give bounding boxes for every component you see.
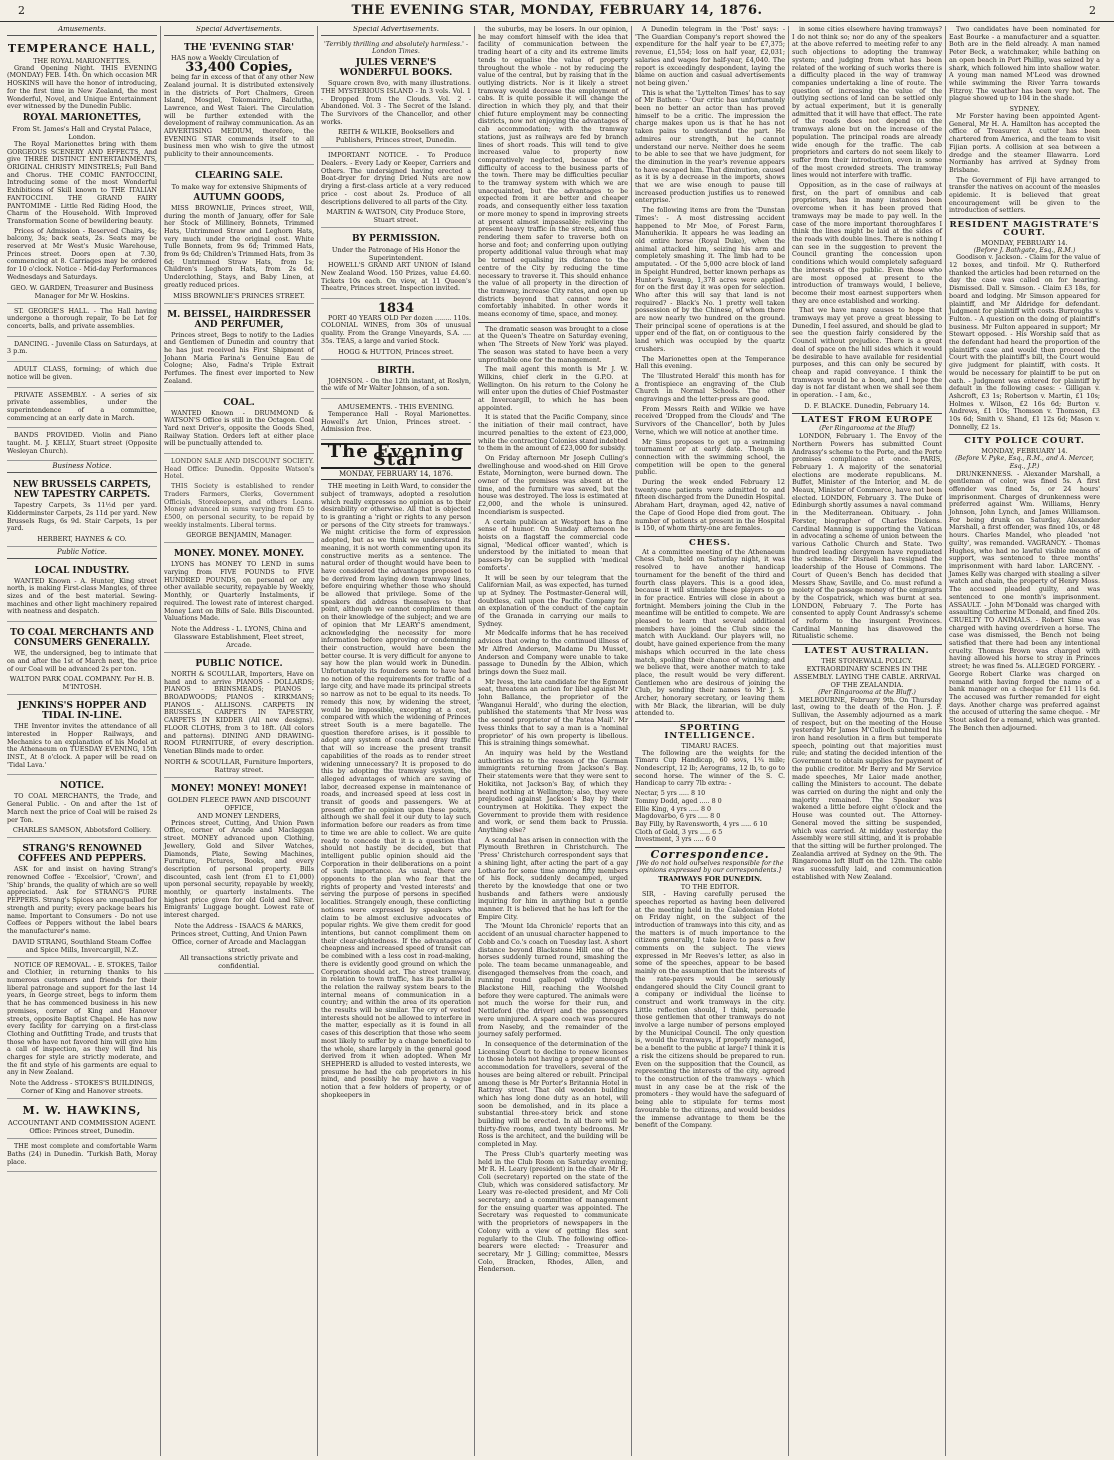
listing-text: Temperance Hall - Royal Marionettes. Howell's Art Union, Princes street. - Admission free.: [321, 409, 471, 434]
ad-local-industry: [7, 562, 157, 623]
ad-adult-class: [7, 364, 157, 387]
ad-text: PORT 40 YEARS OLD Per dozen ........ 110s. COLONIAL WINES, from 30s of unusual quality. From the Grange Vineyards, S.A. .... 35s. TEAS, a large and varied Stock.: [321, 313, 471, 345]
weights-row: Nectar, 5 yrs ..... 8 10: [635, 789, 706, 798]
letter-continuation: That we have many causes to hope that tramways may yet prove a great blessing to Dunedin, I feel assured, and should be glad to see the question fairly considered by the Council without prejudice. There is a great deal of space on the hill sides which it would be desirable to have available for residential purposes, and this can only be secured by cheap and rapid conveyance. I think the tramways would be a boon, and I hope the day is not far distant when we shall see them in operation. - I am, &c.,: [792, 306, 942, 400]
ad-heading: M. W. HAWKINS,: [22, 1104, 142, 1118]
ad-stokes-removal: [7, 960, 157, 1100]
ad-port-wine: [321, 301, 471, 360]
ad-text: HAS now a Weekly Circulation of: [171, 53, 279, 62]
news-paragraph: This is what the 'Lyttelton Times' has to say of Mr Bathen: - 'Our critic has unfortunately been no better an actor than has proved himself to be a critic. The impression the charge makes upon us is that he has not taken pains to understand the part. He admires our strength, but he cannot understand our nerve. Neither does he seem to be able to see that we have judgment, for the diminution in the year's revenue appears to have escaped him. That diminution, caused as it is by a decrease in the imports, shows that we are wise enough to pause till increased production justifies us to renewed enterprise.': [635, 88, 785, 205]
news-paragraph: During the week ended February 12 twenty-one patients were admitted to and fifteen discharged from the Dunedin Hospital. Abraham Hart, drayman, aged 42, native of the Cape of Good Hope died from gout. The number of patients at present in the Hospital is 150, of whom thirty-one are females.: [635, 478, 785, 533]
letter-text: SIR, - Having carefully perused the speeches reported as having been delivered at the meeting held in the Caledonian Hotel on Friday night, on the subject of the introduction of tramways into this city, and as the matters is of much importance to the citizens generally, I take leave to pass a few comments on the subject. The views expressed in Mr Reeves's letter, as also in some of the speeches, appear to be based mainly on the assumption that the interests of the rate-payers would be seriously endangered should the City Council grant to a company or individual the license to construct and work tramways in the city. Little reflection should, I think, persuade those gentlemen that other tramways do not involve a large number of persons employed by the Municipal Council. The only question is, would the tramways, if properly managed, be a benefit to the public at large? I think it is a risk the citizens should be prepared to run. Even on the supposition that the Council, as representing the interests of the city, agreed to the construction of the tramways - which must in any case be at the risk of the promoters - they would have the safeguard of being able to stipulate for terms most favourable to the citizens, and would besides the immense advantage to them be the benefit of the Company.: [635, 890, 785, 1130]
ad-signature: MARTIN & WATSON, City Produce Store, Stuart street.: [326, 208, 466, 225]
newspaper-columns: [4, 26, 1110, 1456]
news-paragraph: The mail agent this month is Mr J. W. Wilkins, chief clerk in the G.P.O. at Wellington. On his return to the Colony he will enter upon the duties of Chief Postmaster at Invercargill, to which he has been appointed.: [478, 365, 628, 412]
ad-carpets: [7, 476, 157, 547]
ad-private-assembly: [7, 390, 157, 429]
ad-heading: NOTICE.: [59, 781, 105, 792]
ad-heading: MONEY! MONEY! MONEY!: [170, 783, 308, 794]
masthead: [0, 0, 1114, 22]
ad-text: WANTED Known - A. Hunter, King street north, is making First-class Mangles, of three sizes and of the best material. Sewing-machines and other light machinery repaired with neatness and despatch.: [7, 576, 157, 616]
ad-produce-dealers: [321, 150, 471, 228]
ad-subheading: ACCOUNTANT AND COMMISSION AGENT.: [7, 1119, 157, 1128]
news-paragraph: It will be seen by our telegram that the Californian Mail, as was expected, has turned up at Sydney. The Postmaster-General will, doubtless, call upon the Pacific Company for an explanation of the conduct of the captain of the Granada in carrying our mails to Sydney.: [478, 573, 628, 628]
ad-text: The Royal Marionettes bring with them GORGEOUS SCENERY AND EFFECTS, And give THREE DISTINCT ENTERTAINMENTS, ORIGINAL CHRISTY MINSTRELS; Full Band and Chorus. THE COMIC FANTOCCINI, Introducing some of the most Wonderful Exhibitions of Skill known to THE ITALIAN FANTOCCINI. THE GRAND FAIRY PANTOMIME - Little Red Riding Hood, the Charm of the Household. With Improved Transformation Scene of bewildering beauty.: [7, 139, 157, 225]
section-header-amusements: Amusements.: [7, 26, 157, 36]
news-paragraph: It is stated that the Pacific Company, since the initiation of their mail contract, have incurred penalties to the extent of £23,000, while the contracting Colonies stand indebted to them in the amount of £23,000 for subsidy.: [478, 413, 628, 453]
divider: [792, 644, 942, 645]
ad-signature: HERBERT, HAYNES & CO.: [37, 534, 127, 543]
newspaper-nameplate: The Evening Star: [321, 443, 471, 468]
ad-text: LYONS has MONEY TO LEND in sums varying from FIVE POUNDS to FIVE HUNDRED POUNDS, on personal or any other available security, repayable by Weekly, Monthly, or Quarterly Instalments, if required. The lowest rate of interest charged. Money Lent on Bills of Sale. Bills Discounted. Valuations Made.: [164, 560, 314, 623]
ad-north-scoullar: [164, 655, 314, 778]
ad-evening-star-circulation: [164, 39, 314, 165]
ad-text: PRIVATE ASSEMBLY. - A series of six private assemblies, under the superintendence of a committee, commencing at an early date in March.: [7, 390, 157, 422]
news-paragraph: The 'Mount Ida Chronicle' reports that an accident of an unusual character happened to Cobb and Co.'s coach on Tuesday last. A short distance beyond Blackstone Hill one of the horses suddenly turned round, smashing the pole. The team became unmanageable, and disengaged themselves from the coach, and running round galloped wildly through Blackstone Hill, reaching the Woolshed before they were captured. The animals were not much the worse for their run, and Nettleford (the driver) and the passengers were uninjured. A spare coach was procured from Naseby, and the remainder of the journey safely performed.: [478, 922, 628, 1039]
police-court-heading: CITY POLICE COURT.: [964, 436, 1085, 447]
news-paragraph: A scandal has arisen in connection with the Plymouth Brethren in Christchurch. The 'Press' Christchurch correspondent says that a shining light, after acting the part of a gay Lothario for some time among fifty members of his flock, suddenly decamped, urged thereto by the knowledge that one or two husbands and fathers were anxiously inquiring for him in anything but a gentle manner. It is believed that he has left for the Empire City.: [478, 835, 628, 921]
divider: [949, 434, 1100, 435]
australian-heading: LATEST AUSTRALIAN.: [804, 646, 930, 657]
ad-dancing: [7, 339, 157, 362]
ad-heading: NEW BRUSSELS CARPETS, NEW TAPESTRY CARPETS.: [12, 480, 152, 501]
rm-court-bench: (Before J. Bathgate, Esq., R.M.): [973, 245, 1076, 254]
ad-text: THIS Society is established to render Traders Farmers, Clerks, Government Officials, Storekeepers, and others Loans. Money advanced in sums varying from £5 to £500, on personal security, to be repaid by weekly instalments. Liberal terms.: [164, 482, 314, 529]
notice-text: JOHNSON. - On the 12th instant, at Roslyn, the wife of Mr Walter Johnson, of a son.: [321, 376, 471, 393]
news-paragraph: Two candidates have been nominated for East Bourke - a manufacturer and a squatter. Both are in the field already. A man named Peter Beck, a watchmaker, while bathing on an open beach in Port Phillip, was seized by a shark, which followed him into shallow water. A young man named M'Leod was drowned while swimming the River Yarra towards Fitzroy. The weather has been very hot. The plague showed up to 104 in the shade.: [949, 26, 1100, 103]
weights-row: Investment, 3 yrs ..... 6 0: [635, 835, 716, 844]
news-paragraph: The 'Illustrated Herald' this month has for a frontispiece an engraving of the Club Church in Normal Schools. The other engravings and the letter-press are good.: [635, 371, 785, 404]
ad-heading: THE 'EVENING STAR': [183, 42, 295, 53]
divider: [478, 322, 628, 323]
europe-subheading: (Per Ringarooma at the Bluff): [819, 424, 915, 433]
ad-bands: [7, 430, 157, 461]
letter-signature: D. F. BLACKE. Dunedin, February 14.: [804, 401, 930, 410]
news-paragraph: The dramatic season was brought to a close at the Queen's Theatre on Saturday evening, when 'The Streets of New York' was played. The season was stated to have been a very unprofitable one for the management.: [478, 324, 628, 364]
column-1: [4, 26, 161, 1456]
ad-text: Princes street, Begs to notify to the Ladies and Gentlemen of Dunedin and country that he has just received his First Shipment of Johann Maria Farina's Genuine Eau de Cologne; Also, Fadna's Triple Extrait Perfumes. The finest ever imported to New Zealand.: [164, 330, 314, 385]
ad-coal: [164, 394, 314, 455]
correspondence-note: [We do not hold ourselves responsible for the opinions expressed by our correspondents.]: [636, 858, 784, 875]
news-paragraph: A certain publican at Westport has a fine sense of humor. On Sunday afternoon he hoists on a flagstaff the commercial code signal, 'Medical officer wanted', which is understood by the initiated to mean that passers-by can be supplied with 'medical comforts'.: [478, 517, 628, 572]
ad-subheading: THE ROYAL MARIONETTES.: [33, 56, 131, 65]
ad-text: ADULT CLASS, forming; of which due notice will be given.: [7, 365, 157, 381]
ad-text: TO COAL MERCHANTS, the Trade, and General Public. - On and after the 1st of March next the price of Coal will be raised 2s per Ton.: [7, 792, 157, 824]
divider: [635, 721, 785, 722]
sporting-subheading: TIMARU RACES.: [681, 741, 739, 750]
ad-lyons-money: [164, 545, 314, 653]
weights-row: Magdovarbo, 6 yrs ..... 8 0: [635, 812, 721, 821]
ad-notice-coal: [7, 777, 157, 838]
column-2: [161, 26, 318, 1456]
ad-signature: WALTON PARK COAL COMPANY. Per H. B. M'INTOSH.: [9, 675, 155, 692]
ad-heading: JULES VERNE'S WONDERFUL BOOKS.: [339, 58, 453, 79]
masthead-title: THE EVENING STAR, MONDAY, FEBRUARY 14, 1876.: [351, 3, 763, 18]
news-paragraph: On Friday afternoon Mr Joseph Culling's dwellinghouse and wood-shed on Hill Grove Estate, Mornington, were burned down. The owner of the premises was absent at the time, and the furniture was saved, but the house was destroyed. The loss is estimated at £2,000, and the whole is uninsured. Incendiarism is suspected.: [478, 453, 628, 516]
news-paragraph: Mr Forster having been appointed Agent-General, Mr H. A. Hamilton has accepted the office of Treasurer. A cutter has been chartered from America, and the team to visit Fijian ports. A collision at sea between a dredge and the steamer Illawarra. Lord Normanby has arrived at Sydney from Brisbane.: [949, 112, 1100, 174]
ad-text: DANCING. - Juvenile Class on Saturdays, at 3 p.m.: [7, 339, 157, 356]
ad-signature: DAVID STRANG, Southland Steam Coffee and Spice Mills, Invercargill, N.Z.: [12, 937, 152, 954]
dateline: MONDAY, FEBRUARY 14, 1876.: [321, 471, 471, 481]
correspondence-heading: Correspondence.: [650, 848, 770, 862]
rm-court-report: Goodison v. Jackson. - Claim for the value of 12 boxes, and tinfoil. Mr Q. Rutherford thanked the articles had been returned on the day the case was called on for hearing. Dismissed. Dall v. Simson. - Claim £3 18s, for board and lodging. Mr Simson appeared for plaintiff, and Mr Aldridge for defendant. Judgment for plaintiff with costs. Burroughs v. Fulton. - A question on the doing of plaintiff's business. Mr Fulton appeared in support; Mr Stewart opposed. - His Worship said that as the defendant had heard the proportion of the plaintiff's case and would then proceed the Court with the plaintiff's bill, the Court would give judgment for plaintiff, with costs. It would be necessary for plaintiff to be put on oath. - Judgment was entered for plaintiff by default in the following cases: - Gilligan v. Ashcroft, £3 1s; Robertson v. Martin, £1 10s; Holmes v. Wilson, £2 16s 6d; Burton v. Andrews, £1 10s; Thomson v. Thomson, £3 10s 6d; Smith v. Shand, £1 12s 6d; Mason v. Donnelly, £2 1s.: [949, 253, 1100, 431]
ad-signature: CHARLES SAMSON, Abbotsford Colliery.: [12, 826, 152, 835]
ad-heading: ROYAL MARIONETTES,: [22, 112, 142, 123]
ad-heading: MONEY. MONEY. MONEY.: [173, 549, 305, 560]
ad-text: THE most complete and comfortable Warm Baths (24) in Dunedin. 'Turkish Bath, Moray place.: [7, 1142, 157, 1166]
ad-year: 1834: [377, 301, 415, 317]
ad-footer: All transactions strictly private and confidential.: [179, 953, 299, 970]
sporting-text: The following are the weights for the Timaru Cup Handicap, 60 sovs, 1¾ mile; Nondescript, 12 lb; Aerograms, 12 lb, to go to second horse. The winner of the S. C. Handicap to carry 7lb extra: -: [635, 748, 785, 788]
news-paragraph: Mr Medcalfe informs that he has received advices that owing to the continued illness of Mr Alfred Anderson, Madame Du Musset, Anderson and Company were unable to take passage to Dunedin by the Albion, which brings down the Suez mail.: [478, 629, 628, 676]
news-paragraph: The Government of Fiji have arranged to transfer the natives on account of the measles epidemic. It is believed that great encouragement will be given to the introduction of settlers.: [949, 175, 1100, 215]
ad-signature: GEORGE BENJAMIN, Manager.: [186, 531, 292, 540]
europe-heading: LATEST FROM EUROPE: [800, 414, 934, 425]
letter-continuation: in some cities elsewhere having tramways? I do not think so; nor do any of the speakers at the above referred to meeting refer to any such objections to adopting the tramway system; and judging from what has been related of the working of such works there is a difficulty placed in the way of tramway companies undertaking a line of route. The question of increasing the value of the outlying sections of land can be settled only by actual experiment, but it is generally admitted that it will have that effect. The rate of the roads does not depend on the tramways alone but on the increase of the population. The principal roads are already wide enough for the traffic. The cab proprietors and carters do not seem likely to suffer from their introduction, even in some of the most crowded streets. The tramway lines would not interfere with traffic.: [792, 26, 942, 180]
ad-signature: NORTH & SCOULLAR, Furniture Importers, Rattray street.: [164, 757, 314, 774]
ad-text: Tapestry Carpets, 3s 11½d per yard. Kidderminster Carpets, 2s 11d per yard. New Brussels Rugs, 6s 9d. Stair Carpets, 1s per yard.: [7, 501, 157, 533]
ad-text: Princes street, Cutting, And Union Pawn Office, corner of Arcade and Maclaggan street. MONEY advanced upon Clothing, Jewellery, Gold and Silver Watches, Diamonds, Plate, Sewing Machines, Furniture, Pictures, Books, and every description of personal property. Bills discounted, cash lent (from £1 to £1,000) upon personal security, repayable by weekly, monthly, or quarterly instalments. The highest price given for old Gold and Silver. Emigrants' Luggage bought. Lowest rate of interest charged.: [164, 818, 314, 920]
ad-text: NORTH & SCOULLAR, Importers, Have on hand and to arrive PIANOS - DOLLARDS; PIANOS - BRINSMEADS; PIANOS - BROADWOODS; PIANOS - KIRKMANS; PIANOS - ALLISONS. CARPETS IN BRUSSELS, CARPETS IN TAPESTRY, CARPETS IN KIDDER (All new designs). FLOOR CLOTHS, from 3 to 18ft. (All colors and patterns). DINING AND DRAWING-ROOM FURNITURE, of every description. Venetian Blinds made to order.: [164, 669, 314, 755]
section-header-special: Special Advertisements.: [164, 26, 314, 36]
weights-row: Tommy Dodd, aged ..... 8 0: [635, 796, 722, 805]
listing-heading: AMUSEMENTS. - THIS EVENING.: [338, 402, 454, 411]
ad-text: WE, the undersigned, beg to intimate that on and after the 1st of March next, the price of our Coal will be advanced 2s per ton.: [7, 649, 157, 673]
ad-heading: AUTUMN GOODS,: [193, 192, 285, 203]
rm-court-date: MONDAY, FEBRUARY 14.: [981, 238, 1068, 247]
ad-text: Grand Opening Night. THIS EVENING (MONDAY) FEB. 14th. On which occasion MR HOSKINS will have the honor of introducing, for the first time in New Zealand, the most Wonderful, Novel, and Unique Entertainment ever witnessed by the Dunedin Public.: [7, 63, 157, 111]
ad-text: LONDON SALE AND DISCOUNT SOCIETY. Head Office: Dunedin. Opposite Watson's Hotel.: [164, 457, 314, 481]
ad-quote: 'Terribly thrilling and absolutely harmless.' - London Times.: [323, 39, 469, 56]
news-paragraph: Mr Ivess, the late candidate for the Egmont seat, threatens an action for libel against Mr John Ballance, the proprietor of the 'Wanganui Herald', who during the election, published the statements 'that Mr Ivess was the second proprietor of the Patea Mail'. Mr Ivess thinks that to say a man is a 'nominal proprietor' of his own property is libellous. This is straining things somewhat.: [478, 677, 628, 748]
ad-heading: STRANG'S RENOWNED COFFEES AND PEPPERS.: [17, 844, 147, 865]
ad-signature: Note the Address - L. LYONS, China and Glassware Establishment, Fleet street, Arcade.: [171, 624, 307, 649]
ad-signature: GEO. W. GARDEN, Treasurer and Business Manager for Mr W. Hoskins.: [10, 283, 154, 300]
notice-birth: [321, 362, 471, 399]
ad-text: ASK for and insist on having Strang's renowned Coffee - 'Excelsior', 'Crown', and 'Ship' brands, the quality of which are so well appreciated. Ask for STRANG'S PURE PEPPERS. Strang's Spices are unequalled for strength and purity; every package bears his name. Important to Consumers - Do not use Coffees or Peppers without the label bears the manufacturer's name.: [7, 865, 157, 935]
ad-st-georges-hall: [7, 306, 157, 337]
ad-subheading: To make way for extensive Shipments of: [171, 182, 307, 191]
ad-address: Office: Princes street, Dunedin.: [29, 1127, 135, 1136]
section-header-special: Special Advertisements.: [321, 26, 471, 36]
ad-signature: Note the Address - ISAACS & MARKS, Princes street, Cutting, And Union Pawn Office, corner of Arcade and Maclaggan street.: [171, 921, 307, 954]
ad-heading: TO COAL MERCHANTS AND CONSUMERS GENERALLY.: [10, 628, 154, 649]
column-4: [475, 26, 632, 1456]
divider: [949, 218, 1100, 219]
ad-signature: Note the Address - STOKES'S BUILDINGS, Corner of King and Hanover streets.: [9, 1079, 155, 1096]
chess-article: At a committee meeting of the Athenaeum Chess Club, held on Saturday night, it was resolved to have another handicap tournament for the benefit of the third and fourth class players. This is a good idea, because it will stimulate these players to go in for practice. Entries will close in about a fortnight. Members joining the Club in the meantime will be entitled to compete. We are pleased to learn that several additional members have joined the Club since the match with Auckland. Our players will, no doubt, have gained experience from the many mishaps which occurred in the late chess match, spoiling their chance of winning; and we believe that, were another match to take place, the result would be very different. Gentlemen who are desirous of joining the Club, by sending their names to Mr J. S. Archer, honorary secretary, or leaving them with Mr Black, the librarian, will be duly attended to.: [635, 547, 785, 718]
news-paragraph: In consequence of the determination of the Licensing Court to decline to renew licenses to those hotels not having a proper amount of accommodation for travellers, several of the houses are being altered or rebuilt. Principal among these is Mr Porter's Britannia Hotel in Rattray street. That old wooden building which has long done duty as an hotel, will soon be demolished, and in its place a substantial three-story brick and stone building will be erected. In all there will be thirty-five rooms, and twenty bedrooms. Mr Ross is the architect, and the building will be completed in May.: [478, 1040, 628, 1149]
ad-text: MISS BROWNLIE, Princes street, Will, during the month of January, offer for Sale her Stock of Millinery, Bonnets, Trimmed Hats, Untrimmed Straw and Leghorn Hats, very much under the original cost. White Tulle Bonnets, from 9s 6d; Trimmed Hats, from 9s 6d; Children's Trimmed Hats, from 3s 6d; Untrimmed Straw Hats, from 1s; Children's Leghorn Hats, from 2s 6d. Underclothing, Stays, and Baby Linen, at greatly reduced prices.: [164, 203, 314, 289]
ad-subheading: GOLDEN FLEECE PAWN AND DISCOUNT OFFICE,: [167, 795, 311, 812]
ad-loan-society: [164, 456, 314, 543]
australian-news: MELBOURNE, February 9th. On Thursday last, owing to the death of the Hon. J. F. Sullivan, the Assembly adjourned as a mark of respect, but on the meeting of the House yesterday Mr James M'Culloch submitted his iron hand resolution in a firm but temperate speech, pointing out that majorities must rule; and stating the decided intention of the Government to obtain supplies for payment of the public creditor. Mr Berry and Mr Service made speeches, Mr Laior made another, calling the Ministers to account. The debate was carried on during the night and only the majority remained. The Speaker was wakened a little before eight o'clock and the House was counted out. The Attorney-General moved the sitting be suspended, which was carried. At midday yesterday the Assembly were still sitting, and it is probable that the sitting will be further prolonged. The Zealandia arrived at Sydney on the 9th. The Ringarooma left Bluff on the 12th. The cable was successfully laid, and communication established with New Zealand.: [792, 695, 942, 881]
ad-text: NOTICE OF REMOVAL. - E. STOKES, Tailor and Clothier, in returning thanks to his numerous customers and friends for their liberal patronage and support for the last 14 years, in George street, begs to inform them that he has commenced business in his new premises, corner of King and Hanover streets, opposite Baptist Chapel. He has now every facility for carrying on a first-class Clothing and Outfitting Trade, and trusts that those who have not favored him will give him a call of inspection, as they will find his charges for style are strictly moderate, and the fit and style of his garments are equal to any in New Zealand.: [7, 960, 157, 1077]
column-6: [789, 26, 946, 1456]
europe-news: LONDON, February 1. The Envoy of the Northern Powers has submitted Count Andrassy's scheme to the Porte, and the Porte promises compliance at once. PARIS, February 1. A majority of the senatorial elections are moderate republicans. M. Buffet, Minister of the Interior, and M. de Meaux, Minister of Commerce, have not been elected. LONDON, February 3. The Duke of Edinburgh shortly assumes a naval command in the Mediterranean. Obituary. - John Forster, biographer of Charles Dickens. Cardinal Manning is supporting the Vatican in advocating a scheme of union between the various Catholic Church and State. Two hundred leading clergymen have repudiated the scheme. Mr Disraeli has resigned the leadership of the House of Commons. The Court of Queen's Bench has decided that Messrs Shaw, Saville, and Co. must refund a moiety of the passage money of the emigrants by the Cospatrick, which was burnt at sea. LONDON, February 7. The Porte has consented to apply Count Andrassy's scheme of reform to the insurgent Provinces. Cardinal Manning has disavowed the Ritualistic scheme.: [792, 432, 942, 641]
news-paragraph: From Messrs Reith and Wilkie we have received 'Dropped from the Clouds' and 'The Survivors of the Chancellor', both by Jules Verne, which we will notice at another time.: [635, 404, 785, 436]
ad-heading: LOCAL INDUSTRY.: [34, 565, 130, 576]
ad-golden-fleece: [164, 780, 314, 974]
ad-text: BANDS PROVIDED. Violin and Piano taught. M. J. KELLY, Stuart street (Opposite Wesleyan Church).: [7, 431, 157, 455]
page-number-left: 2: [18, 4, 25, 17]
ad-signature: MISS BROWNLIE'S PRINCES STREET.: [173, 291, 305, 300]
ad-text: IMPORTANT NOTICE. - To Produce Dealers. - Every Lady or Keeper, Carriers and Others. The undersigned having erected a Boat-dryer for drying Dried Nuts are now drying a first-class article at a very reduced price - cost about 2s. Produce of all descriptions delivered to all parts of the City.: [321, 151, 471, 206]
ad-subheading: AND MONEY LENDERS,: [197, 811, 281, 820]
weights-row: Cloth of Gold, 3 yrs ..... 6 5: [635, 827, 723, 836]
australian-note: (Per Ringarooma at the Bluff.): [818, 687, 916, 696]
ad-text: being far in excess of that of any other New Zealand journal. It is distributed extensively in the districts of Port Chalmers, Green Island, Mosgiel, Tokomairiro, Balclutha, Lawrence, and West Taieri. The Circulation will be further extended with the development of railway communication. As an ADVERTISING MEDIUM, therefore, the EVENING STAR commends itself to all business men who wish to give the utmost publicity to their announcements.: [164, 73, 314, 159]
ad-heading: CLEARING SALE.: [195, 170, 283, 181]
ad-heading: BY PERMISSION.: [352, 234, 440, 245]
sporting-heading: SPORTING INTELLIGENCE.: [664, 723, 756, 741]
rm-court-heading: RESIDENT MAGISTRATE'S COURT.: [949, 220, 1100, 238]
column-7: [946, 26, 1103, 1456]
ad-text: THE Inventor invites the attendance of all interested in Hopper Railways, and Mechanics to an explanation of his Model at the Athenaeum on TUESDAY EVENING, 15th INST., At 8 o'clock. A paper will be read on 'Tidal Lava.': [7, 722, 157, 769]
column-5: [632, 26, 789, 1456]
notice-heading: BIRTH.: [377, 365, 415, 376]
article-continuation: the suburbs, may be losers. In our opinion, he may comfort himself with the idea that facility of communication between the trading heart of a city and its extreme limits tends to equalise the value of property throughout the whole - not by reducing the value of the central, but by raising that in the outlying districts. Nor is it likely a street tramway would decrease the employment of cabs. It is quite possible it will change the direction in which they ply, and that their chief future employment may be connecting districts, now not enjoying the advantages of cab accommodation; with the tramway stations, just as railways are fed by branch lines of short roads. This will tend to give increased value to property now comparatively neglected, because of the difficulty of access to the business parts of the town. There may be difficulties peculiar to the tramway system with which we are unacquainted, but the advantages to be expected from it are better and cheaper roads, and consequently either less taxation or more money to spend in improving streets at present almost impassable; relieving the present heavy traffic in the streets, and thus rendering them safer to traverse both on horse and foot; and conferring upon outlying property additional value through what may be termed equalising its distance to the centre of the City by reducing the time necessary to traverse it. This should enhance the value of all property in the direction of the tramway, increase City rates, and open up districts beyond that cannot now be comfortably inhabited. In other words it means economy of time, space, and money.: [478, 26, 628, 319]
chess-heading: CHESS.: [688, 538, 732, 548]
ad-art-union: [321, 230, 471, 299]
weights-row: Bay Filly, by Ravensworth, 4 yrs ..... 6 10: [635, 819, 768, 828]
news-paragraph: The Press Club's quarterly meeting was held in the Club Room on Saturday evening; Mr R. H. Leary (president) in the chair. Mr H. Coli (secretary) reported on the state of the Club, which was considered satisfactory. Mr Leary was re-elected president, and Mr Coli secretary; and a committee of management for the ensuing quarter was appointed. The Secretary was requested to communicate with the proprietors of newspapers in the Colony with a view of getting files sent regularly to the Club. The following office-bearers were elected: - Treasurer and secretary, Mr J. Gilling; committee, Messrs Colo, Bracken, Rhodes, Allen, and Henderson.: [478, 1149, 628, 1274]
divider: [792, 413, 942, 414]
ad-hawkins: [7, 1101, 157, 1139]
ad-jenkins-hopper: [7, 697, 157, 775]
ad-heading: COAL.: [223, 397, 255, 408]
police-court-date: MONDAY, FEBRUARY 14.: [981, 447, 1068, 456]
police-court-bench: (Before V. Pyke, Esq., R.M., and A. Mercer, Esq., J.P.): [955, 454, 1094, 470]
section-header-business: Business Notice.: [7, 463, 157, 473]
letter-continuation: Opposition, as in the case of railways at first, on the part of omnibus and cab proprietors, has in many instances been overcome when it has been proved that tramways may be made to pay well. In the case of the more important thoroughfares I think the lines might be laid at the sides of the roads with double lines. There is nothing I can see in the suggestion to prevent the Council granting the concession upon conditions which would completely safeguard the interests of the public. Even those who are most opposed at present to the introduction of tramways would, I believe, become their most earnest supporters when they are once established and working.: [792, 181, 943, 305]
letter-addressee: TO THE EDITOR.: [680, 883, 740, 892]
ad-text: HOWELL'S GRAND ART UNION of Island New Zealand Wood. 150 Prizes, value £4.60. Tickets 10s each. On view, at 11 Queen's Theatre, Princes street. Inspection invited.: [321, 261, 471, 293]
ad-jules-verne: [321, 39, 471, 149]
amusements-listing: [321, 401, 471, 440]
ad-signature: HOGG & HUTTON, Princes street.: [338, 347, 454, 356]
letter-title: TRAMWAYS FOR DUNEDIN.: [658, 875, 762, 884]
ad-temperance-hall: [7, 39, 157, 304]
news-paragraph: The following items are from the 'Dunstan Times': - A most distressing accident happened to Mr Moe, of Forest Farm, Manuherikia. It appears he was leading an old entire horse (Royal Duke), when the animal attacked him, seizing his arm and completely smashing it. The limb had to be amputated. - Of the 5,000 acre block of land in Speight Hundred, better known perhaps as Hunter's Swamp, 1,378 acres were applied for on the first day it was open for selection. Who after this will say that land is not required? - Black's No. 1 pretty well taken possession of by the Chinese, of whom there are now nearly two hundred on the ground. Their principal scene of operations is at the upper end of the flat, on or contiguous to the land which was occupied by the quartz crushers.: [635, 206, 785, 353]
ad-heading: M. BEISSEL, HAIRDRESSER AND PERFUMER,: [167, 309, 311, 330]
column-3: [318, 26, 475, 1456]
news-paragraph: Mr Sims proposes to get up a swimming tournament or at early date. Though in connection with the swimming school, the competition will be open to the general public.: [635, 437, 785, 477]
ad-signature: REITH & WILKIE, Booksellers and Publishers, Princes street, Dunedin.: [335, 128, 457, 145]
dateline-sydney: SYDNEY.: [1009, 105, 1040, 114]
news-paragraph: The Marionettes open at the Temperance Hall this evening.: [635, 354, 785, 371]
ad-subheading: From St. James's Hall and Crystal Palace, London.: [12, 124, 152, 141]
ad-heading: TEMPERANCE HALL,: [7, 41, 157, 55]
leading-article: THE meeting in Leith Ward, to consider the subject of tramways, adopted a resolution which really expresses no opinion as to their desirability or otherwise. All that is objected to is granting a 'right or rights to any person or persons of the City streets for tramways.' We might criticise the form of expression adopted, but as we think we understand its meaning, it is not worth commenting upon its constructive merits as a sentence. The natural order of thought would have been to have considered the advantages proposed to be derived from laying down tramway lines, before enquiring whether those who should be allowed that privilege. Some of the speakers did address themselves to that point, although we cannot compliment them on their knowledge of the subject; and we are of opinion that Mr LEARY'S amendment, acknowledging the necessity for more information before approving or condemning their construction, would have been the better course. It is very difficult for anyone to say how the plan would work in Dunedin. Unfortunately its founders seem to have had no notion of the requirements for traffic of a large city, and have made its principal streets so narrow as not to be equal to its needs. To remedy this now, by widening the street, would be impossible, excepting at a cost, compared with which the widening of Princes street South is a mere bagatelle. The question therefore arises, is it possible to adopt any system of coach and dray traffic that will so increase the present transit capabilities of the roads as to render street widening unnecessary? It is proposed to do this by adopting the tramway system, the alleged advantages of which are saving of labor, decreased expense in maintenance of roads, and increased speed at less cost in transit of goods and passengers. We at present offer no opinion upon these points, although we shall feel it our duty to lay such information before our readers as from time to time we are able to collect. We are quite ready to concede that it is a question that should not hastily be decided, but that intelligent public opinion should aid the Corporation in their deliberations on a point of such importance. As usual, there are opponents to the plan who fear that the rights of property and 'vested interests' and serving the purpose of persons in specified localities. Strangely enough, these conflicting notions were expressed by speakers who claim to be almost exclusive advocates of popular rights. We give them credit for good intentions, but cannot compliment them on their clear-sightedness. If the advantages of cheapness and increased speed of transit can be combined with a less cost in road-making, there is evidently good ground on which the Corporation should act. The street tramway, in relation to town traffic, has its parallel in the relation the railway system bears to the internal means of communication in a country; and within the area of its operation the results will be similar. The cry of vested interests should not be allowed to interfere in the matter, especially as it is found in all cases of this description that those who seem most likely to suffer by a change beneficial to the whole, share largely in the general good derived from it when adopted. When Mr SHEPHERD is alluded to vested interests, we presume he had the cab proprietors in his mind, and possibly he may have a vague notion that a few holders of property, or of shopkeepers in: [321, 482, 471, 1099]
weights-row: Ellie King, 4 yrs ..... 8 0: [635, 804, 712, 813]
police-court-report: DRUNKENNESS. - Alexander Marshall, a gentleman of color, was fined 5s. A first offender was fined 5s, or 24 hours' imprisonment. Charges of drunkenness were preferred against Wm. Williams, Henry Johnson, John Lynch, and James Williamson. For being drunk on Saturday, Alexander Marshall, a first offender, was fined 10s, or 48 hours. Charles Mandel, who pleaded 'not guilty', was remanded. VAGRANCY. - Thomas Hughes, who had no lawful visible means of support, was sentenced to three months' imprisonment with hard labor. LARCENY. - James Kelly was charged with stealing a silver watch and chain, the property of Henry Moss. The accused pleaded guilty, and was sentenced to one month's imprisonment. ASSAULT. - John M'Donald was charged with assaulting Catherine M'Donald, and fined 20s. CRUELTY TO ANIMALS. - Robert Sime was charged with having overdriven a horse. The case was dismissed, the Bench not being satisfied that there had been any intentional cruelty. Thomas Brown was charged with having allowed his horse to stray in Princes street; he was fined 5s. ALLEGED FORGERY. - George Robert Clarke was charged on remand with having forged the name of a bank manager on a cheque for £11 11s 6d. The accused was further remanded for eight days. Another charge was preferred against the accused of uttering the same cheque. - Mr Stout asked for a remand, which was granted. The Bench then adjourned.: [949, 469, 1100, 732]
ad-text: Square crown 8vo, with many illustrations. THE MYSTERIOUS ISLAND - In 3 vols. Vol. 1 - Dropped from the Clouds. Vol. 2 - Abandoned. Vol. 3 - The Secret of the Island. The Survivors of the Chancellor, and other works.: [321, 79, 471, 126]
page-number-right: 2: [1088, 4, 1096, 17]
ad-text: ST. GEORGE'S HALL. - The Hall having undergone a thorough repair, To be Let for concerts, balls, and private assemblies.: [7, 306, 157, 330]
ad-text: Prices of Admission - Reserved Chairs, 4s; balcony, 3s; back seats, 2s. Seats may be reserved at Mr West's Music Warehouse, Princes street. Doors open at 7.30, commencing at 8. Carriages may be ordered for 10 o'clock. Notice - Mid-day Performances Wednesdays and Saturdays.: [7, 226, 157, 281]
ad-clearing-sale: [164, 167, 314, 304]
ad-coal-merchants: [7, 624, 157, 695]
news-paragraph: A Dunedin telegram in the 'Post' says: - 'The Guardian Company's report showed the expenditure for the half year to be £7,375; revenue, £1,554; loss on half year, £2,031; salaries and wages for half-year, £4,040. The report is exceedingly despondent, laying the blame on auction and casual advertisements not being given.': [635, 26, 785, 87]
ad-subheading: Under the Patronage of His Honor the Superintendent.: [331, 246, 461, 263]
ad-beissel: [164, 306, 314, 392]
ad-heading: JENKINS'S HOPPER AND TIDAL IN-LINE.: [17, 701, 147, 722]
divider: [635, 536, 785, 537]
australian-subheading: THE STONEWALL POLICY. EXTRAORDINARY SCENES IN THE ASSEMBLY. LAYING THE CABLE. ARRIVAL OF THE ZEALANDIA.: [793, 656, 941, 689]
news-paragraph: An inquiry was held by the Westland authorities as to the reason of the German immigrants returning from Jackson's Bay. Their statements were that they were sent to Hokitika, not Jackson's Bay, of which they heard nothing at Wellington; also, they were prejudiced against Jackson's Bay by their countrymen at Hokitika. They expect the Government to provide them with residence and work, or send them back to Prussia. Anything else?: [478, 748, 628, 835]
ad-heading: PUBLIC NOTICE.: [195, 658, 283, 669]
ad-text: WANTED Known - DRUMMOND & WATSON'S Office is still in the Octagon. Coal Yard next Driver's, opposite the Goods Shed, Railway Station. Orders left at either place will be punctually attended to.: [164, 408, 314, 448]
circulation-figure: 33,400 Copies,: [185, 60, 293, 76]
section-header-public-notice: Public Notice.: [7, 549, 157, 559]
ad-warm-baths: [7, 1141, 157, 1172]
ad-strang-coffees: [7, 840, 157, 957]
